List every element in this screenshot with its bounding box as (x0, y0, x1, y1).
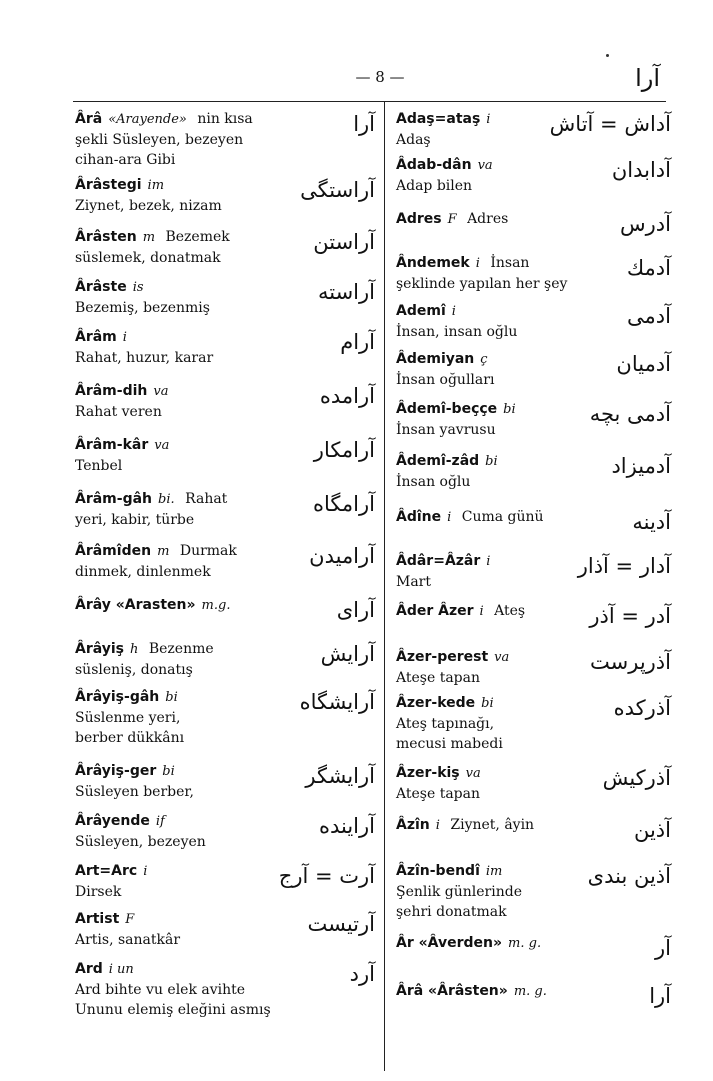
dictionary-entry (396, 550, 671, 600)
entry-arabic-script: آراستن (313, 230, 375, 254)
entry-definition: Adres (462, 211, 509, 227)
entry-grammar-tag: bi (485, 454, 498, 469)
entry-arabic-script: آدمك (626, 256, 671, 280)
dictionary-entry (75, 760, 375, 810)
dictionary-entry (75, 276, 375, 326)
entry-headword: Art=Arc (75, 863, 138, 879)
dictionary-entry (396, 860, 671, 932)
dictionary-entry (75, 860, 375, 908)
entry-definition: Ateşe tapan (396, 670, 480, 686)
dictionary-entry (396, 300, 671, 348)
dictionary-entry (75, 380, 375, 434)
entry-headword: Ârâyiş-gâh (75, 689, 160, 705)
dictionary-entry (75, 540, 375, 594)
entry-headword: Âdemî-zâd (396, 453, 480, 469)
dictionary-entry (75, 174, 375, 226)
entry-definition: Bezemiş, bezenmiş (75, 300, 210, 316)
entry-arabic-script: آدمی بچه (589, 402, 671, 426)
entry-grammar-tag: bi (481, 696, 494, 711)
entry-definition: Ziynet, âyin (445, 817, 535, 833)
entry-arabic-script: آرتیست (307, 912, 375, 936)
dictionary-entry (396, 814, 671, 860)
entry-arabic-script: آرامکار (313, 438, 375, 462)
entry-definition: Ununu elemiş eleğini asmış (75, 1002, 271, 1018)
entry-grammar-tag: bi (162, 764, 175, 779)
entry-headword: Âzîn-bendî (396, 863, 480, 879)
entry-arabic-script: آذرکیش (602, 766, 671, 790)
entry-arabic-script: آرامیدن (309, 544, 375, 568)
entry-definition: Ard bihte vu elek avihte (75, 982, 246, 998)
entry-headword: Âzer-kiş (396, 765, 460, 781)
entry-grammar-tag: va (477, 158, 493, 173)
entry-headword: Âzer-kede (396, 695, 476, 711)
entry-headword: Âdîne (396, 509, 442, 525)
entry-definition: Rahat, huzur, karar (75, 350, 214, 366)
entry-headword: Ârâyiş-ger (75, 763, 157, 779)
entry-headword: Âdâr=Âzâr (396, 553, 481, 569)
entry-headword: Ândemek (396, 255, 470, 271)
entry-definition: Ateş (489, 603, 526, 619)
entry-definition: Adaş (396, 132, 431, 148)
entry-definition: Ateşe tapan (396, 786, 480, 802)
entry-grammar-tag: if (155, 814, 165, 829)
entry-headword: Âr «Âverden» (396, 935, 503, 951)
entry-definition: İnsan, insan oğlu (396, 324, 518, 340)
entry-definition: dinmek, dinlenmek (75, 564, 211, 580)
entry-arabic-script: آرایشگاه (299, 690, 375, 714)
dictionary-entry (75, 594, 375, 638)
entry-arabic-script: آرام (340, 330, 375, 354)
entry-headword: Artist (75, 911, 120, 927)
entry-grammar-tag: i un (108, 962, 134, 977)
right-column (396, 108, 671, 1020)
entry-definition: Bezemek (161, 229, 230, 245)
entry-headword: Ademî (396, 303, 446, 319)
dictionary-entry (396, 506, 671, 550)
dictionary-entry (396, 450, 671, 506)
entry-definition: Ateş tapınağı, (396, 716, 495, 732)
entry-headword: Ârâstegi (75, 177, 142, 193)
entry-arabic-script: آدر = آذر (589, 604, 671, 628)
entry-grammar-tag: i (451, 304, 456, 319)
entry-arabic-script: آرا (649, 984, 671, 1008)
entry-grammar-tag: va (494, 650, 510, 665)
entry-definition: İnsan oğlu (396, 474, 471, 490)
entry-definition: Adap bilen (396, 178, 473, 194)
entry-definition: Bezenme (144, 641, 214, 657)
entry-definition: Rahat (180, 491, 228, 507)
dictionary-entry (396, 348, 671, 398)
header-rule (73, 101, 666, 102)
entry-arabic-script: آراسته (317, 280, 375, 304)
entry-arabic-script: آرامگاه (312, 492, 375, 516)
entry-grammar-tag: h (130, 642, 139, 657)
entry-arabic-script: آذین بندی (587, 864, 671, 888)
entry-arabic-script: آدابدان (611, 158, 671, 182)
dictionary-entry (75, 638, 375, 686)
entry-arabic-script: آذین (633, 818, 671, 842)
entry-definition: süsleniş, donatış (75, 662, 193, 678)
entry-grammar-tag: bi (165, 690, 178, 705)
entry-definition: şehri donatmak (396, 904, 507, 920)
entry-grammar-tag: bi. (158, 492, 175, 507)
entry-headword: Âder Âzer (396, 603, 474, 619)
entry-headword: Ârâm-kâr (75, 437, 149, 453)
dictionary-entry (75, 908, 375, 958)
dictionary-entry (396, 252, 671, 300)
entry-definition: İnsan yavrusu (396, 422, 496, 438)
entry-arabic-script: آدمیان (616, 352, 671, 376)
page-number: — 8 — (355, 68, 405, 86)
entry-arabic-script: آدرس (620, 212, 671, 236)
entry-grammar-tag: m (142, 230, 156, 245)
entry-grammar-tag: F (447, 212, 457, 227)
dictionary-entry (75, 810, 375, 860)
entry-definition: Süsleyen berber, (75, 784, 195, 800)
entry-grammar-tag: is (132, 280, 144, 295)
entry-arabic-script: آرت = آرج (278, 864, 375, 888)
entry-arabic-script: آداش = آتاش (549, 112, 671, 136)
dictionary-entry (396, 108, 671, 154)
entry-definition: Rahat veren (75, 404, 162, 420)
entry-grammar-tag: F (125, 912, 135, 927)
entry-arabic-script: آرای (336, 598, 375, 622)
ink-speck (606, 54, 609, 57)
entry-definition: mecusi mabedi (396, 736, 503, 752)
entry-headword: Ârâmîden (75, 543, 152, 559)
entry-definition: Süsleyen, bezeyen (75, 834, 206, 850)
entry-arabic-script: آراینده (318, 814, 375, 838)
entry-headword: Ârâm-gâh (75, 491, 153, 507)
entry-arabic-script: آدمی (627, 304, 671, 328)
entry-headword: Ârâ «Ârâsten» (396, 983, 508, 999)
entry-definition: Ziynet, bezek, nizam (75, 198, 222, 214)
dictionary-entry (396, 762, 671, 814)
dictionary-entry (396, 398, 671, 450)
entry-grammar-tag: im (147, 178, 165, 193)
entry-definition: şekli Süsleyen, bezeyen (75, 132, 244, 148)
entry-arabic-script: آذرکده (613, 696, 671, 720)
dictionary-entry (75, 686, 375, 760)
entry-grammar-tag: va (153, 384, 169, 399)
entry-grammar-tag: va (154, 438, 170, 453)
entry-arabic-script: آرامده (319, 384, 375, 408)
entry-headword: Âzer-perest (396, 649, 489, 665)
entry-headword: Ârâyende (75, 813, 150, 829)
entry-grammar-tag: m. g. (508, 936, 542, 951)
entry-headword: Âzîn (396, 817, 430, 833)
entry-arabic-script: آدمیزاد (611, 454, 671, 478)
entry-arabic-script: آر (655, 936, 671, 960)
entry-definition: İnsan (485, 255, 530, 271)
entry-grammar-tag: i (143, 864, 148, 879)
entry-headword: Ârâsten (75, 229, 137, 245)
dictionary-entry (75, 488, 375, 540)
dictionary-entry (396, 980, 671, 1020)
entry-arabic-script: آرایشگر (305, 764, 375, 788)
entry-grammar-tag: i (122, 330, 127, 345)
entry-headword: Ârâm-dih (75, 383, 148, 399)
entry-arabic-script: آراستگی (300, 178, 375, 202)
entry-grammar-tag: i (447, 510, 452, 525)
dictionary-entry (75, 434, 375, 488)
dictionary-entry (75, 326, 375, 380)
dictionary-entry (75, 226, 375, 276)
entry-definition: nin kısa (192, 111, 253, 127)
entry-grammar-tag: va (465, 766, 481, 781)
dictionary-entry (396, 600, 671, 646)
entry-arabic-script: آدار = آذار (577, 554, 671, 578)
entry-grammar-tag: m. g. (513, 984, 547, 999)
entry-headword: Adres (396, 211, 442, 227)
entry-headword: Ârâste (75, 279, 127, 295)
dictionary-entry (75, 108, 375, 174)
left-column (75, 108, 375, 1030)
entry-definition: yeri, kabir, türbe (75, 512, 195, 528)
entry-definition: şeklinde yapılan her şey (396, 276, 568, 292)
header-arabic-word: آرا (635, 64, 660, 92)
dictionary-entry (396, 154, 671, 208)
entry-grammar-tag: i (475, 256, 480, 271)
entry-grammar-tag: ç (480, 352, 488, 367)
entry-grammar-tag: i (479, 604, 484, 619)
entry-definition: Mart (396, 574, 431, 590)
column-divider (384, 101, 385, 1071)
entry-definition: Durmak (175, 543, 237, 559)
dictionary-entry (396, 646, 671, 692)
entry-headword: Ard (75, 961, 103, 977)
entry-grammar-tag: i (435, 818, 440, 833)
entry-headword: Ârâm (75, 329, 117, 345)
dictionary-entry (396, 932, 671, 980)
entry-headword: Ârâyiş (75, 641, 125, 657)
dictionary-entry (396, 208, 671, 252)
entry-headword: Âdemî-beççe (396, 401, 498, 417)
entry-definition: Tenbel (75, 458, 123, 474)
entry-definition: cihan-ara Gibi (75, 152, 176, 168)
entry-headword: Âdab-dân (396, 157, 472, 173)
entry-definition: Süslenme yeri, (75, 710, 181, 726)
entry-definition: Artis, sanatkâr (75, 932, 181, 948)
dictionary-entry (75, 958, 375, 1030)
entry-definition: Şenlik günlerinde (396, 884, 522, 900)
entry-arabic-script: آدینه (632, 510, 671, 534)
entry-grammar-tag: m.g. (201, 598, 231, 613)
entry-grammar-tag: im (485, 864, 503, 879)
entry-definition: Cuma günü (457, 509, 544, 525)
entry-grammar-tag: bi (503, 402, 516, 417)
entry-grammar-tag: i (486, 112, 491, 127)
entry-headword: Adaş=ataş (396, 111, 481, 127)
entry-headword: Âdemiyan (396, 351, 475, 367)
entry-definition: berber dükkânı (75, 730, 185, 746)
entry-arabic-script: آذرپرست (590, 650, 671, 674)
entry-definition: Dirsek (75, 884, 122, 900)
entry-grammar-tag: m (157, 544, 170, 559)
entry-headword: Ârâ (75, 111, 103, 127)
dictionary-entry (396, 692, 671, 762)
entry-arabic-script: آرا (353, 112, 375, 136)
entry-arabic-script: آرد (349, 962, 375, 986)
entry-grammar-tag: i (486, 554, 491, 569)
entry-headword: Ârây «Arasten» (75, 597, 196, 613)
entry-definition: süslemek, donatmak (75, 250, 221, 266)
entry-arabic-script: آرایش (320, 642, 375, 666)
entry-definition: İnsan oğulları (396, 372, 495, 388)
entry-grammar-tag: «Arayende» (108, 112, 187, 127)
